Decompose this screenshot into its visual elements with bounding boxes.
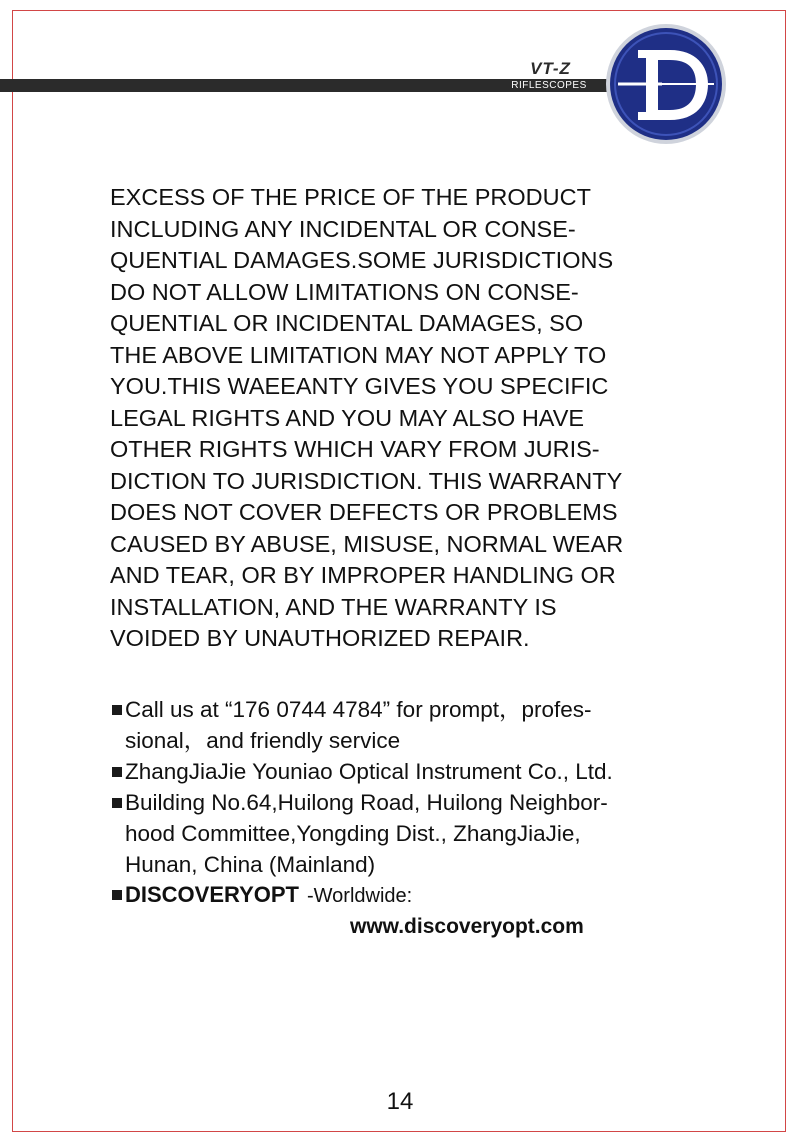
contact-phone-line: sional，and friendly service xyxy=(125,728,401,753)
bullet-square-icon xyxy=(112,798,122,808)
contact-address-item xyxy=(108,787,748,880)
contact-phone-item xyxy=(108,694,748,756)
page-number: 14 xyxy=(386,1088,414,1115)
warranty-line: CAUSED BY ABUSE, MISUSE, NORMAL WEAR xyxy=(110,530,624,557)
brand-name: DISCOVERYOPT xyxy=(125,882,299,907)
contact-address-line: Hunan, China (Mainland) xyxy=(125,852,376,877)
worldwide-label: -Worldwide: xyxy=(307,885,413,907)
warranty-text xyxy=(110,182,710,655)
warranty-line: DICTION TO JURISDICTION. THIS WARRANTY xyxy=(110,467,623,494)
warranty-line: INSTALLATION, AND THE WARRANTY IS xyxy=(110,593,557,620)
warranty-line: DO NOT ALLOW LIMITATIONS ON CONSE- xyxy=(110,278,579,305)
warranty-line: INCLUDING ANY INCIDENTAL OR CONSE- xyxy=(110,215,576,242)
brand-subline: RIFLESCOPES xyxy=(497,80,601,91)
brand-wordmark: VT-Z xyxy=(530,59,571,78)
warranty-line: YOU.THIS WAEEANTY GIVES YOU SPECIFIC xyxy=(110,373,609,399)
bullet-square-icon xyxy=(112,767,122,777)
contact-address-line: Building No.64,Huilong Road, Huilong Neighbor- xyxy=(125,790,608,815)
website-link[interactable]: www.discoveryopt.com xyxy=(350,915,584,938)
warranty-line: LEGAL RIGHTS AND YOU MAY ALSO HAVE xyxy=(110,404,585,431)
warranty-line: OTHER RIGHTS WHICH VARY FROM JURIS- xyxy=(110,436,600,462)
warranty-line: AND TEAR, OR BY IMPROPER HANDLING OR xyxy=(110,562,616,588)
warranty-line: QUENTIAL DAMAGES.SOME JURISDICTIONS xyxy=(110,247,614,273)
contact-list xyxy=(108,694,748,880)
contact-company: ZhangJiaJie Youniao Optical Instrument Co., Ltd. xyxy=(125,759,613,784)
brand-logo-icon xyxy=(604,22,728,146)
warranty-line: EXCESS OF THE PRICE OF THE PRODUCT xyxy=(110,184,591,210)
warranty-line: QUENTIAL OR INCIDENTAL DAMAGES, SO xyxy=(110,310,584,336)
warranty-line: THE ABOVE LIMITATION MAY NOT APPLY TO xyxy=(110,341,607,368)
contact-brand-item xyxy=(108,880,412,911)
warranty-line: DOES NOT COVER DEFECTS OR PROBLEMS xyxy=(110,499,618,525)
contact-phone-line: Call us at “176 0744 4784” for prompt，profes- xyxy=(125,697,592,722)
bullet-square-icon xyxy=(112,890,122,900)
warranty-line: VOIDED BY UNAUTHORIZED REPAIR. xyxy=(110,625,530,651)
bullet-square-icon xyxy=(112,705,122,715)
contact-address-line: hood Committee,Yongding Dist., ZhangJiaJie, xyxy=(125,821,581,846)
contact-company-item xyxy=(108,756,748,787)
